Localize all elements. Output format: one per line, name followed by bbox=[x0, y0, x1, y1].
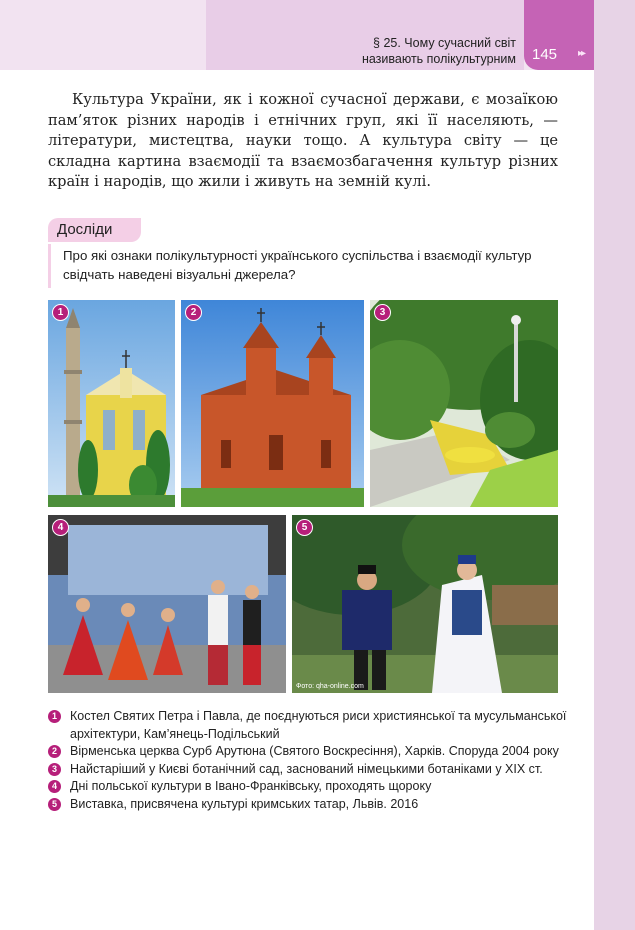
chapter-header bbox=[206, 0, 524, 70]
photo-botanical-garden bbox=[370, 300, 558, 507]
caption-text: Виставка, присвячена культурі кримських татар, Львів. 2016 bbox=[70, 796, 419, 811]
caption-text: Найстаріший у Києві ботанічний сад, заснований німецькими ботаніками у ХІХ ст. bbox=[70, 761, 543, 776]
explore-question: Про які ознаки полікультурності українського суспільства і взаємодії культур свідчать наведені візуальні джерела? bbox=[48, 244, 558, 288]
caption-text: Вірменська церква Сурб Арутюна (Святого Воскресіння), Харків. Споруда 2004 року bbox=[70, 744, 559, 758]
photo-credit: Фото: qha-online.com bbox=[296, 683, 364, 690]
caption-number: 4 bbox=[48, 780, 61, 793]
intro-text: Культура України, як і кожної сучасної держави, є мозаїкою пам’яток різних народів і етнічних груп, які її населяють, — літератури, мистецтва, науки тощо. А культура світу — це складна картина взаємодії та взаємозбагачення культур різних країн і народів, що жили і живуть на земній кулі. bbox=[48, 91, 558, 190]
chapter-title-line2: називають полікультурним bbox=[361, 52, 516, 66]
photo-number-badge: 4 bbox=[52, 519, 69, 536]
photo-number-badge: 5 bbox=[296, 519, 313, 536]
armenian-church-image bbox=[181, 300, 364, 507]
caption-number: 3 bbox=[48, 763, 61, 776]
photo-church-minaret bbox=[48, 300, 175, 507]
caption-text: Костел Святих Петра і Павла, де поєднуються риси християнської та мусульманської архітектури, Кам’янець-Подільський bbox=[70, 709, 567, 741]
crimean-tatar-dancers-image bbox=[292, 515, 558, 693]
church-minaret-image bbox=[48, 300, 175, 507]
photo-armenian-church bbox=[181, 300, 364, 507]
polish-dancers-image bbox=[48, 515, 286, 693]
photo-crimean-tatar-dancers bbox=[292, 515, 558, 693]
botanical-garden-image bbox=[370, 300, 558, 507]
photo-polish-dancers bbox=[48, 515, 286, 693]
caption-item bbox=[48, 796, 568, 814]
next-arrows-icon: ▸▸ bbox=[578, 48, 585, 59]
intro-paragraph bbox=[48, 90, 558, 193]
caption-number: 1 bbox=[48, 710, 61, 723]
caption-number: 5 bbox=[48, 798, 61, 811]
explore-label: Досліди bbox=[48, 218, 141, 242]
side-strip bbox=[594, 0, 635, 930]
chapter-title-line1: § 25. Чому сучасний світ bbox=[373, 36, 516, 50]
caption-number: 2 bbox=[48, 745, 61, 758]
photo-number-badge: 1 bbox=[52, 304, 69, 321]
chapter-title bbox=[216, 35, 516, 67]
caption-item bbox=[48, 778, 568, 796]
page-number: 145 bbox=[532, 46, 558, 63]
caption-item bbox=[48, 743, 568, 761]
photo-number-badge: 2 bbox=[185, 304, 202, 321]
photo-number-badge: 3 bbox=[374, 304, 391, 321]
caption-item bbox=[48, 761, 568, 779]
photo-captions bbox=[48, 708, 568, 813]
caption-item bbox=[48, 708, 568, 743]
caption-text: Дні польської культури в Івано-Франківську, проходять щороку bbox=[70, 779, 432, 793]
page-number-tab bbox=[524, 0, 594, 70]
